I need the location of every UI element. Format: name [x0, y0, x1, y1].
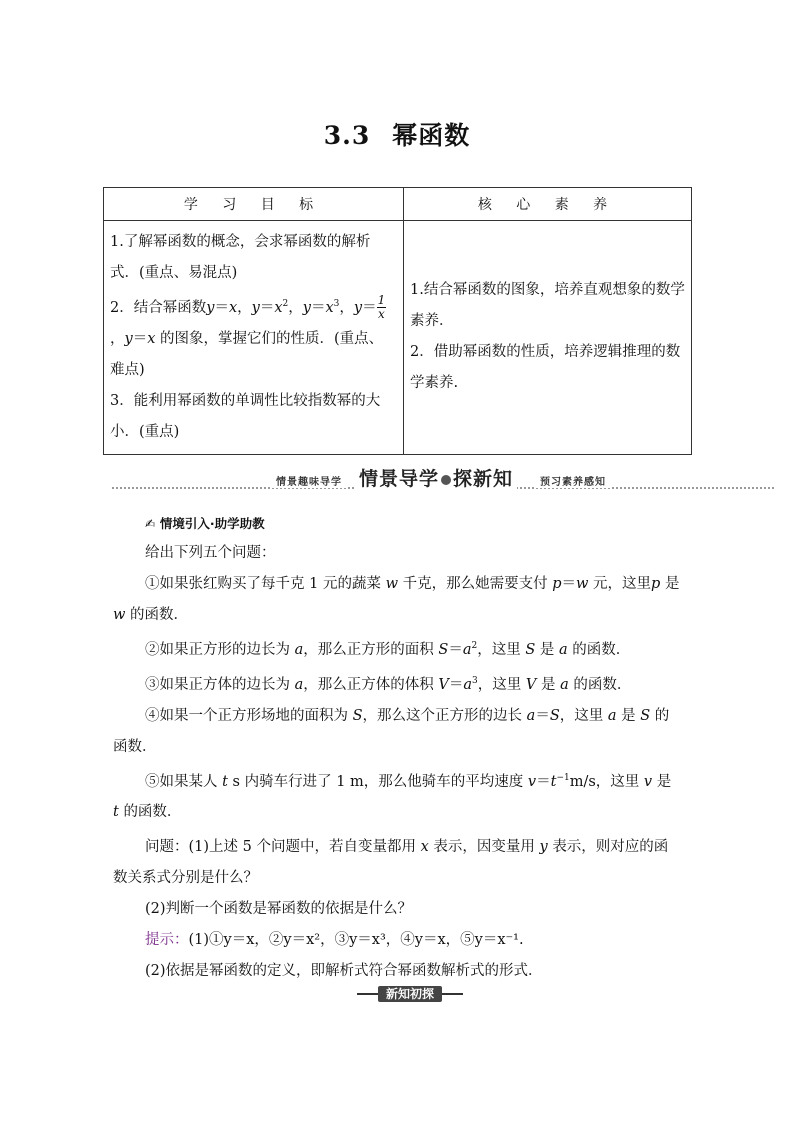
- table-header-goals: 学 习 目 标: [104, 188, 404, 221]
- problem-4: ④如果一个正方形场地的面积为 S，那么这个正方形的边长 a＝S，这里 a 是 S 的函数．: [113, 707, 670, 755]
- goals-cell: [104, 221, 404, 455]
- goal-1: 1.了解幂函数的概念，会求幂函数的解析式．(重点、易混点): [110, 234, 371, 281]
- banner-dot-icon: [441, 475, 451, 485]
- intro-heading: ✍ 情境引入·助学助教: [145, 516, 265, 531]
- new-knowledge-label: 新知初探: [357, 986, 463, 1002]
- problem-3: ③如果正方体的边长为 a，那么正方体的体积 $V=a^3$，这里 V 是 a 的函数．: [145, 675, 632, 693]
- hint-text: (1)①y＝x，②y＝x²，③y＝x³，④y＝x，⑤y＝x⁻¹.: [188, 932, 524, 949]
- goal-2: 2．结合幂函数y＝x，$y=x^2$，$y=x^3$，y＝ $\frac{1}{x}$ ，y＝x 的图象，掌握它们的性质．(重点、难点): [110, 293, 386, 378]
- fraction-one-over-x: $\frac{1}{x}$: [377, 293, 386, 322]
- title-text: 幂函数: [392, 121, 471, 150]
- question-2: (2)判断一个函数是幂函数的依据是什么？: [145, 901, 413, 918]
- table-header-literacy: 核 心 素 养: [404, 188, 692, 221]
- banner-title: 情景导学 探新知: [355, 464, 517, 491]
- body-text: [113, 538, 681, 987]
- literacy-cell: [404, 221, 692, 455]
- section-number: 3.3: [323, 121, 371, 150]
- answer-2: (2)依据是幂函数的定义，即解析式符合幂函数解析式的形式．: [145, 963, 543, 980]
- problem-2: ②如果正方形的边长为 a，那么正方形的面积 $S=a^2$，这里 S 是 a 的函数．: [145, 641, 631, 658]
- literacy-1: 1.结合幂函数的图象，培养直观想象的数学素养．: [410, 282, 685, 330]
- problem-5: ⑤如果某人 t s 内骑车行进了 1 m，那么他骑车的平均速度 $v=t^{-1}m/s$，这里 v 是 t 的函数．: [113, 772, 672, 821]
- problem-1: ①如果张红购买了每千克 1 元的蔬菜 w 千克，那么她需要支付 p＝w 元，这里p 是 w 的函数．: [113, 576, 680, 623]
- objectives-table: [103, 187, 692, 455]
- intro-line: 给出下列五个问题：: [145, 545, 276, 561]
- pen-icon: ✍: [145, 516, 156, 531]
- literacy-2: 2．借助幂函数的性质，培养逻辑推理的数学素养.: [410, 344, 681, 392]
- hint-line: [113, 925, 681, 956]
- banner-left-caption: 情景趣味导学: [272, 473, 346, 488]
- page-title: [0, 116, 794, 152]
- banner-right-caption: 预习素养感知: [536, 473, 610, 488]
- goal-3: 3．能利用幂函数的单调性比较指数幂的大小．(重点): [110, 392, 381, 440]
- question-1: 问题：(1)上述 5 个问题中，若自变量都用 x 表示，因变量用 y 表示，则对应的函数关系式分别是什么？: [113, 839, 669, 887]
- section-banner: [112, 467, 774, 493]
- hint-label: 提示：: [145, 932, 189, 949]
